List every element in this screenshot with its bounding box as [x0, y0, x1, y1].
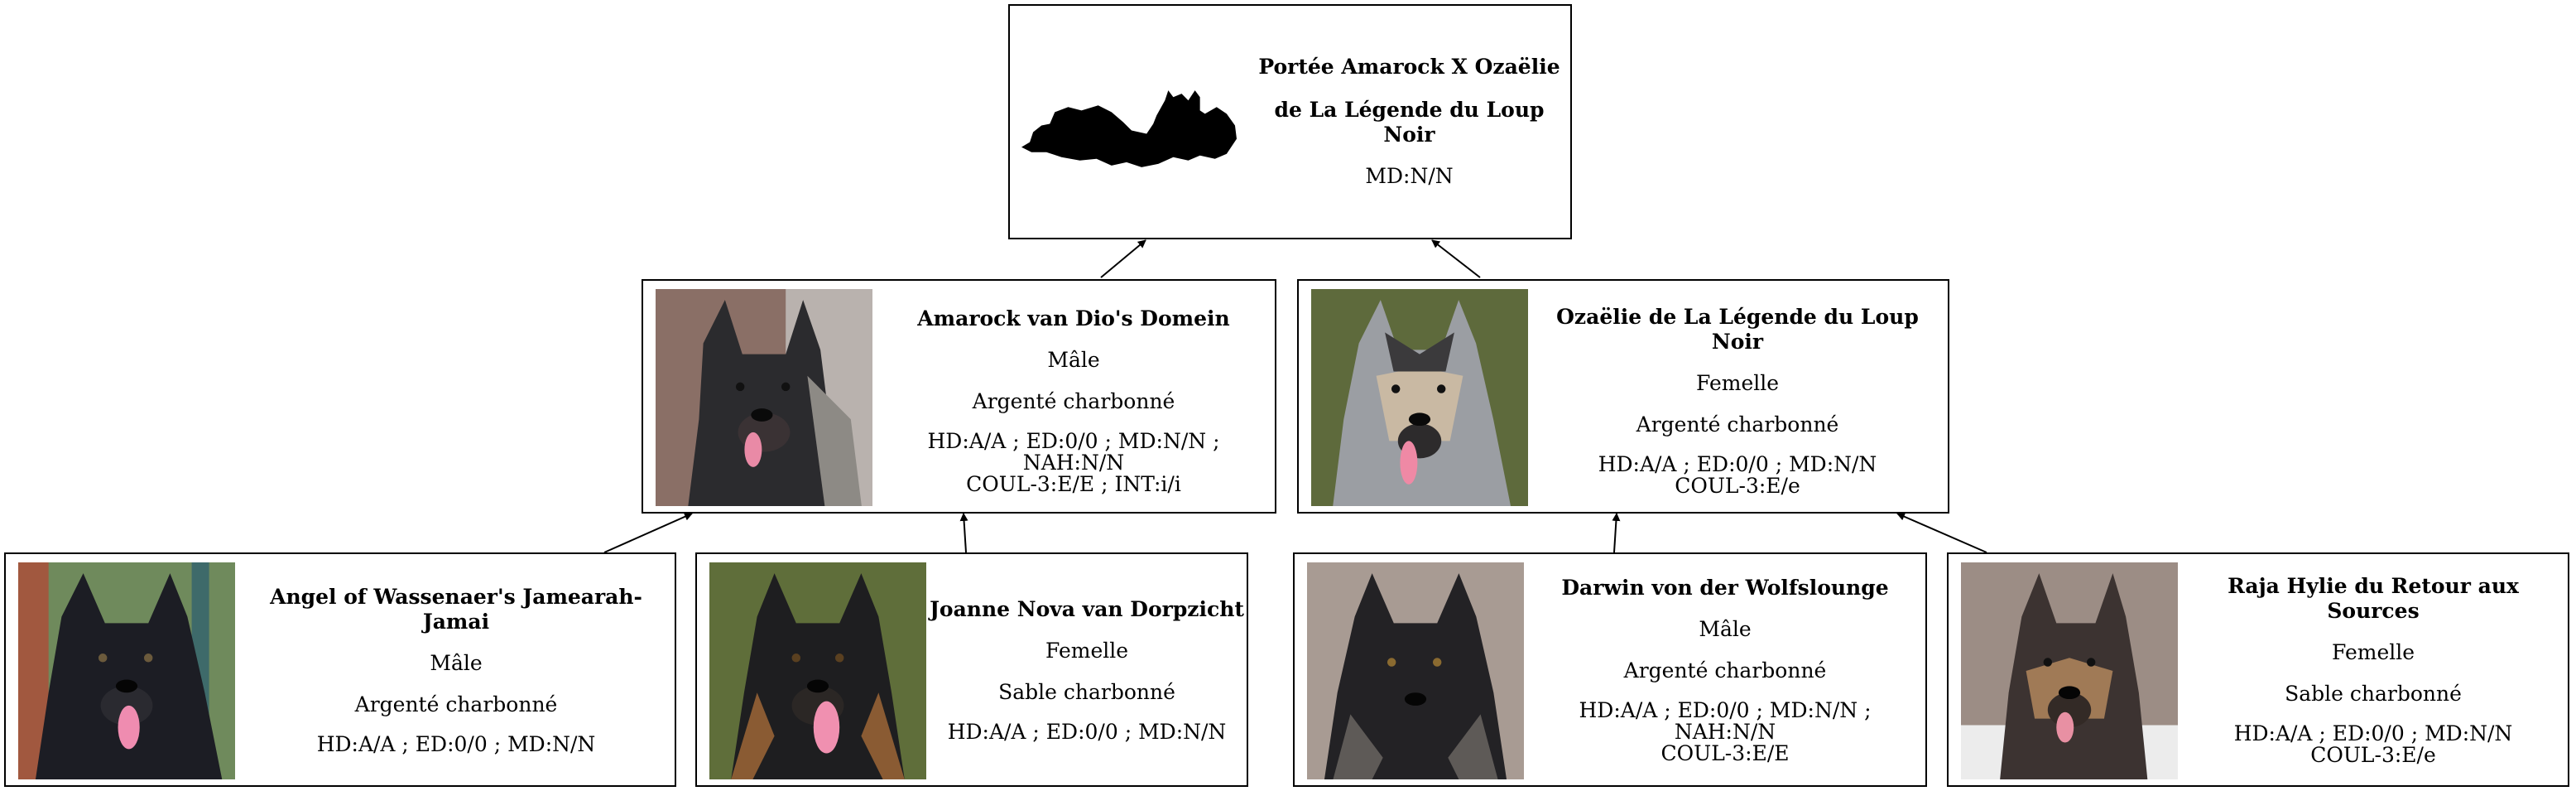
dog-health-line2: COUL-3:E/e — [2310, 743, 2436, 767]
dog-health-line1: HD:A/A ; ED:0/0 ; MD:N/N — [2233, 721, 2513, 745]
dog-name: Darwin von der Wolfslounge — [1561, 575, 1889, 600]
dog-color: Argenté charbonné — [354, 692, 558, 716]
parent-label-ozaelie — [1531, 306, 1944, 496]
dog-color: Argenté charbonné — [1623, 658, 1827, 682]
edge-darwin-to-ozaelie — [1614, 514, 1617, 552]
dog-color: Sable charbonné — [998, 679, 1175, 704]
dog-sex: Femelle — [1695, 370, 1780, 395]
dog-photo-darwin — [1307, 562, 1524, 779]
dog-name: Raja Hylie du Retour aux Sources — [2228, 573, 2519, 623]
dog-name: Amarock van Dio's Domein — [917, 306, 1230, 330]
litter-node — [1008, 4, 1572, 239]
litter-label — [1250, 39, 1569, 205]
dog-health-line1: HD:A/A ; ED:0/0 ; MD:N/N ; NAH:N/N — [927, 428, 1220, 475]
grandparent-label-raja — [2180, 575, 2566, 765]
dog-name: Ozaëlie de La Légende du Loup Noir — [1556, 304, 1919, 354]
dog-sex: Mâle — [1699, 616, 1752, 641]
dog-photo-joanne — [709, 562, 926, 779]
dog-color: Argenté charbonné — [1636, 412, 1839, 436]
grandparent-node-angel — [4, 552, 676, 787]
edge-ozaelie-to-litter — [1432, 240, 1480, 277]
dog-health-line1: HD:A/A ; ED:0/0 ; MD:N/N ; NAH:N/N — [1579, 697, 1872, 744]
litter-title-line2: de La Légende du Loup Noir — [1274, 98, 1545, 147]
dog-health-line2: COUL-3:E/E ; INT:i/i — [966, 472, 1181, 497]
dog-sex: Femelle — [2331, 639, 2415, 664]
dog-photo-ozaelie — [1311, 289, 1528, 506]
dog-photo-raja — [1961, 562, 2178, 779]
dog-sex: Femelle — [1045, 638, 1129, 663]
litter-silhouette-icon — [1021, 80, 1238, 176]
dog-name: Angel of Wassenaer's Jamearah-Jamai — [270, 584, 642, 634]
grandparent-node-raja — [1947, 552, 2569, 787]
litter-md: MD:N/N — [1365, 164, 1454, 188]
grandparent-label-darwin — [1526, 575, 1924, 765]
edge-angel-to-amarock — [604, 514, 692, 552]
dog-health-line2: COUL-3:E/E — [1660, 741, 1790, 766]
parent-node-ozaelie — [1297, 279, 1949, 514]
grandparent-label-angel — [238, 575, 675, 765]
parent-label-amarock — [875, 306, 1272, 496]
dog-health-line1: HD:A/A ; ED:0/0 ; MD:N/N — [1598, 451, 1877, 476]
edge-raja-to-ozaelie — [1897, 514, 1987, 552]
dog-color: Argenté charbonné — [972, 388, 1175, 413]
grandparent-node-darwin — [1293, 552, 1927, 787]
dog-name: Joanne Nova van Dorpzicht — [930, 596, 1244, 621]
dog-photo-angel — [18, 562, 235, 779]
dog-sex: Mâle — [1047, 347, 1100, 372]
dog-color: Sable charbonné — [2285, 681, 2462, 706]
edge-amarock-to-litter — [1101, 240, 1146, 277]
parent-node-amarock — [642, 279, 1276, 514]
dog-health-line1: HD:A/A ; ED:0/0 ; MD:N/N — [947, 719, 1227, 744]
dog-photo-amarock — [656, 289, 872, 506]
dog-health-line1: HD:A/A ; ED:0/0 ; MD:N/N — [316, 731, 596, 756]
edge-joanne-to-amarock — [964, 514, 966, 552]
litter-title-line1: Portée Amarock X Ozaëlie — [1258, 55, 1560, 79]
dog-sex: Mâle — [430, 650, 483, 675]
dog-health-line2: COUL-3:E/e — [1675, 474, 1800, 498]
grandparent-node-joanne — [695, 552, 1248, 787]
grandparent-label-joanne — [929, 575, 1245, 765]
